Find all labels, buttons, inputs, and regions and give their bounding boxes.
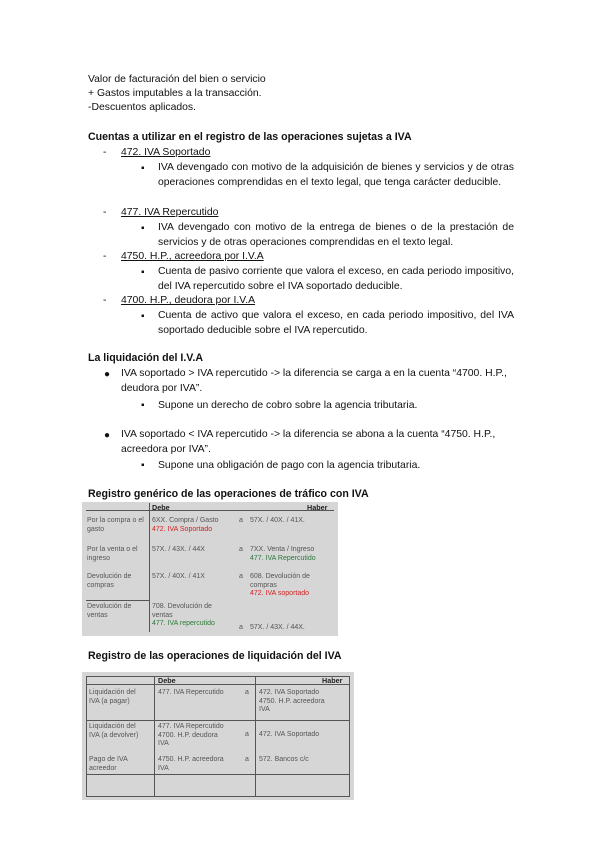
bullet-icon: ● — [104, 369, 111, 380]
row-haber: 7XX. Venta / Ingreso 477. IVA Repercutido — [250, 546, 316, 562]
liquidacion-item-1: IVA soportado > IVA repercutido -> la diferencia se carga a en la cuenta “4700. H.P., deudora por IVA”. — [121, 368, 507, 394]
a-marker: a — [239, 573, 243, 580]
row-label: Devolución de compras — [87, 573, 132, 589]
row-label: Por la venta o el ingreso — [87, 546, 138, 562]
registro-generico-table — [82, 502, 338, 636]
intro-line-3: -Descuentos aplicados. — [88, 102, 197, 113]
account-472-title: 472. IVA Soportado — [121, 147, 211, 158]
dash-marker: - — [103, 207, 107, 218]
liquidacion-item-2-sub: Supone una obligación de pago con la agencia tributaria. — [158, 460, 421, 471]
row-debe: 6XX. Compra / Gasto 472. IVA Soportado — [152, 517, 219, 533]
row-debe: 477. IVA Repercutido 4700. H.P. deudora IVA — [158, 723, 224, 748]
square-bullet-icon: ▪ — [141, 460, 145, 471]
row-debe: 57X. / 40X. / 41X — [152, 573, 205, 580]
table-rule — [86, 720, 350, 721]
haber-header: Haber — [322, 676, 343, 685]
table-rule — [149, 503, 150, 632]
haber-header: Haber — [307, 503, 328, 512]
row-haber: 572. Bancos c/c — [259, 756, 309, 763]
square-bullet-icon: ▪ — [141, 163, 145, 174]
dash-marker: - — [103, 295, 107, 306]
registro-liquidacion-heading: Registro de las operaciones de liquidación del IVA — [88, 650, 342, 662]
liquidacion-heading: La liquidación del I.V.A — [88, 352, 203, 364]
account-4700 — [103, 294, 255, 307]
table-rule — [86, 676, 350, 677]
row-debe: 708. Devolución de ventas 477. IVA repercutido — [152, 603, 215, 628]
row-haber: 472. IVA Soportado — [259, 731, 320, 738]
table-rule — [255, 676, 256, 797]
cuentas-heading: Cuentas a utilizar en el registro de las operaciones sujetas a IVA — [88, 131, 412, 143]
row-debe: 57X. / 43X. / 44X — [152, 546, 205, 553]
row-haber: 472. IVA Soportado 4750. H.P. acreedora IVA — [259, 689, 325, 714]
liquidacion-item-2: IVA soportado < IVA repercutido -> la diferencia se abona a la cuenta “4750. H.P., acreedora por IVA”. — [121, 429, 496, 455]
row-label: Liquidación del IVA (a pagar) — [89, 689, 136, 705]
table-rule — [86, 676, 87, 797]
registro-liquidacion-table — [82, 672, 354, 800]
square-bullet-icon: ▪ — [141, 223, 145, 234]
square-bullet-icon: ▪ — [141, 400, 145, 411]
table-rule — [86, 684, 350, 685]
account-4750-text: Cuenta de pasivo corriente que valora el exceso, en cada periodo impositivo, del IVA repercutido sobre el IVA soportado deducible. — [158, 266, 514, 292]
a-marker: a — [245, 689, 249, 696]
table-rule — [86, 774, 350, 775]
row-haber: 608. Devolución de compras 472. IVA soportado — [250, 573, 310, 598]
account-4750 — [103, 250, 264, 263]
row-debe: 477. IVA Repercutido — [158, 689, 224, 696]
a-marker: a — [239, 624, 243, 631]
table-rule — [86, 600, 150, 601]
a-marker: a — [239, 546, 243, 553]
row-label: Liquidación del IVA (a devolver) — [89, 723, 139, 739]
intro-line-2: + Gastos imputables a la transacción. — [88, 88, 262, 99]
account-4750-title: 4750. H.P., acreedora por I.V.A — [121, 251, 264, 262]
table-rule — [349, 676, 350, 797]
account-472 — [103, 146, 210, 159]
a-marker: a — [245, 731, 249, 738]
square-bullet-icon: ▪ — [141, 267, 145, 278]
row-haber: 57X. / 40X. / 41X. — [250, 517, 305, 524]
dash-marker: - — [103, 251, 107, 262]
account-4700-text: Cuenta de activo que valora el exceso, en cada periodo impositivo, del IVA soportado deducible sobre el IVA repercutido. — [158, 310, 514, 336]
liquidacion-item-1-sub: Supone un derecho de cobro sobre la agencia tributaria. — [158, 400, 418, 411]
account-472-text: IVA devengado con motivo de la adquisición de bienes y servicios y de otras operaciones comprendidas en el texto legal, que tenga carácter deducible. — [158, 162, 514, 188]
square-bullet-icon: ▪ — [141, 311, 145, 322]
row-label: Devolución de ventas — [87, 603, 132, 619]
account-477-title: 477. IVA Repercutido — [121, 207, 219, 218]
row-label: Por la compra o el gasto — [87, 517, 144, 533]
account-477-text: IVA devengado con motivo de la entrega de bienes o de la prestación de servicios y de otras operaciones comprendidas en el texto legal. — [158, 222, 514, 248]
debe-header: Debe — [158, 676, 176, 685]
row-debe: 4750. H.P. acreedora IVA — [158, 756, 224, 772]
dash-marker: - — [103, 147, 107, 158]
row-haber: 57X. / 43X. / 44X. — [250, 624, 305, 631]
table-rule — [154, 676, 155, 797]
a-marker: a — [239, 517, 243, 524]
a-marker: a — [245, 756, 249, 763]
table-rule — [86, 796, 350, 797]
table-rule — [86, 510, 334, 511]
row-label: Pago de IVA acreedor — [89, 756, 128, 772]
registro-generico-heading: Registro genérico de las operaciones de tráfico con IVA — [88, 488, 369, 500]
account-4700-title: 4700. H.P., deudora por I.V.A — [121, 295, 256, 306]
account-477 — [103, 206, 218, 219]
debe-header: Debe — [152, 503, 170, 512]
intro-line-1: Valor de facturación del bien o servicio — [88, 74, 266, 85]
bullet-icon: ● — [104, 430, 111, 441]
